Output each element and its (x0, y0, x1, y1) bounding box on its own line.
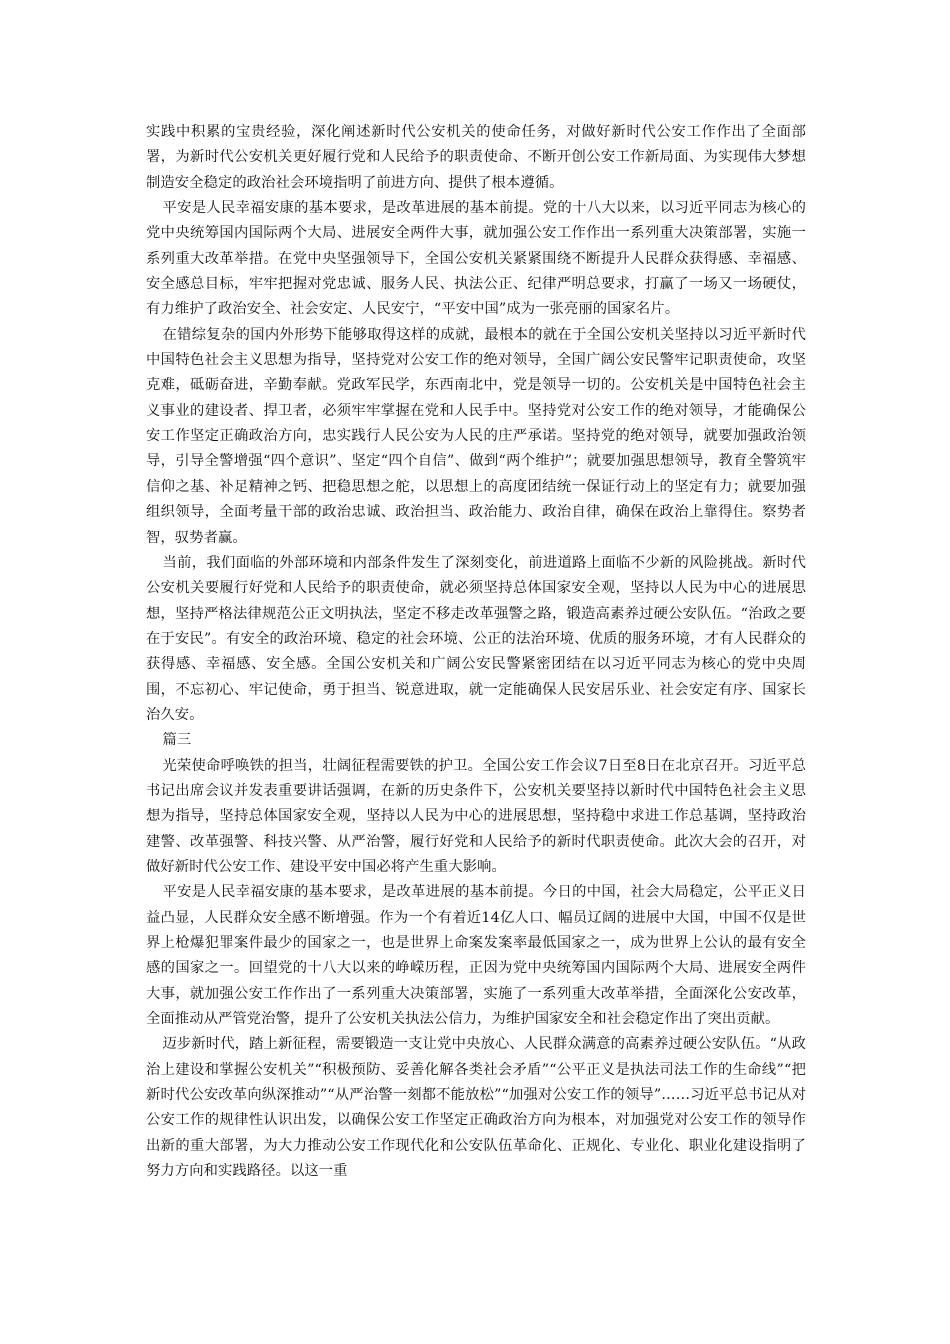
paragraph-new-era: 迈步新时代，踏上新征程，需要锻造一支让党中央放心、人民群众满意的高素养过硬公安队伍。“从政治上建设和掌握公安机关”“积极预防、妥善化解各类社会矛盾”“公平正义是执法司法工作的生命线”“把新时代公安改革向纵深推动”“从严治警一刻都不能放松”“加强对公安工作的领导”……习近平总书记从对公安工作的规律性认识出发，以确保公安工作坚定正确政治方向为根本，对加强党对公安工作的领导作出新的重大部署，为大力推动公安工作现代化和公安队伍革命化、正规化、专业化、职业化建设指明了努力方向和实践路径。以这一重 (146, 1036, 806, 1180)
paragraph-safety-requirement: 平安是人民幸福安康的基本要求，是改革进展的基本前提。党的十八大以来，以习近平同志为核心的党中央统筹国内国际两个大局、进展安全两件大事，就加强公安工作作出一系列重大决策部署，实施一系列重大改革举措。在党中央坚强领导下，全国公安机关紧紧围绕不断提升人民群众获得感、幸福感、安全感总目标，牢牢把握对党忠诚、服务人民、执法公正、纪律严明总要求，打赢了一场又一场硬仗，有力维护了政治安全、社会安定、人民安宁，“平安中国”成为一张亮丽的国家名片。 (146, 200, 806, 318)
paragraph-achievements: 在错综复杂的国内外形势下能够取得这样的成就，最根本的就在于全国公安机关坚持以习近平新时代中国特色社会主义思想为指导，坚持党对公安工作的绝对领导，全国广阔公安民警牢记职责使命，攻坚克难，砥砺奋进，辛勤奉献。党政军民学，东西南北中，党是领导一切的。公安机关是中国特色社会主义事业的建设者、捍卫者，必须牢牢掌握在党和人民手中。坚持党对公安工作的绝对领导，才能确保公安工作坚定正确政治方向，忠实践行人民公安为人民的庄严承诺。坚持党的绝对领导，就要加强政治领导，引导全警增强“四个意识”、坚定“四个自信”、做到“两个维护”；就要加强思想领导，教育全警筑牢信仰之基、补足精神之钙、把稳思想之舵，以思想上的高度团结统一保证行动上的坚定有力；就要加强组织领导，全面考量干部的政治忠诚、政治担当、政治能力、政治自律，确保在政治上靠得住。察势者智，驭势者赢。 (146, 326, 806, 546)
section-heading-part-three: 篇三 (162, 732, 192, 749)
paragraph-safety-china: 平安是人民幸福安康的基本要求，是改革进展的基本前提。今日的中国，社会大局稳定，公平正义日益凸显，人民群众安全感不断增强。作为一个有着近14亿人口、幅员辽阔的进展中大国，中国不仅是世界上枪爆犯罪案件最少的国家之一，也是世界上命案发案率最低国家之一，成为世界上公认的最有安全感的国家之一。回望党的十八大以来的峥嵘历程，正因为党中央统筹国内国际两个大局、进展安全两件大事，就加强公安工作作出了一系列重大决策部署，实施了一系列重大改革举措，全面深化公安改革，全面推动从严管党治警，提升了公安机关执法公信力，为维护国家安全和社会稳定作出了突出贡献。 (146, 884, 806, 1028)
paragraph-continuation: 实践中积累的宝贵经验，深化阐述新时代公安机关的使命任务，对做好新时代公安工作作出了全面部署，为新时代公安机关更好履行党和人民给予的职责使命、不断开创公安工作新局面、为实现伟大梦想制造安全稳定的政治社会环境指明了前进方向、提供了根本遵循。 (146, 124, 806, 191)
paragraph-current-challenges: 当前，我们面临的外部环境和内部条件发生了深刻变化，前进道路上面临不少新的风险挑战。新时代公安机关要履行好党和人民给予的职责使命，就必须坚持总体国家安全观，坚持以人民为中心的进展思想，坚持严格法律规范公正文明执法，坚定不移走改革强警之路，锻造高素养过硬公安队伍。“治政之要在于安民”。有安全的政治环境、稳定的社会环境、公正的法治环境、优质的服务环境，才有人民群众的获得感、幸福感、安全感。全国公安机关和广阔公安民警紧密团结在以习近平同志为核心的党中央周围，不忘初心、牢记使命，勇于担当、锐意进取，就一定能确保人民安居乐业、社会安定有序、国家长治久安。 (146, 554, 806, 723)
paragraph-conference: 光荣使命呼唤铁的担当，壮阔征程需要铁的护卫。全国公安工作会议7日至8日在北京召开。习近平总书记出席会议并发表重要讲话强调，在新的历史条件下，公安机关要坚持以新时代中国特色社会主义思想为指导，坚持总体国家安全观，坚持以人民为中心的进展思想，坚持稳中求进工作总基调，坚持政治建警、改革强警、科技兴警、从严治警，履行好党和人民给予的新时代职责使命。此次大会的召开，对做好新时代公安工作、建设平安中国必将产生重大影响。 (146, 757, 806, 875)
document-body (146, 120, 806, 1184)
